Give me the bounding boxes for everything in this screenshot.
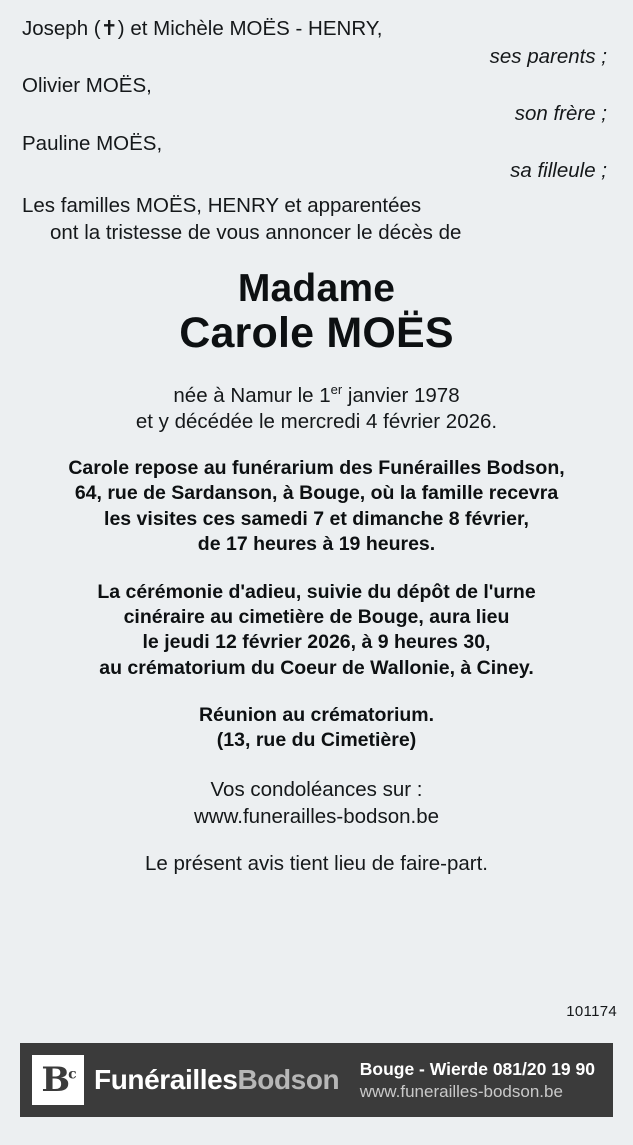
reunion-info (22, 703, 611, 754)
ceremony-line: le jeudi 12 février 2026, à 9 heures 30, (142, 631, 491, 654)
visitation-info (22, 456, 611, 557)
birth-death-dates (22, 383, 611, 436)
visitation-line: 64, rue de Sardanson, à Bouge, où la famille recevra (74, 482, 559, 505)
family-names: Joseph (✝) et Michèle MOËS - HENRY, (22, 17, 383, 40)
reunion-line: Réunion au crématorium. (198, 703, 435, 726)
locations: Bouge - Wierde (359, 1058, 488, 1079)
family-entry (22, 73, 611, 127)
visitation-line: Carole repose au funérarium des Funérailles Bodson, (68, 457, 565, 480)
ceremony-line: La cérémonie d'adieu, suivie du dépôt de l'urne (97, 580, 536, 603)
condolences-url[interactable]: www.funerailles-bodson.be (194, 804, 439, 828)
website-url[interactable]: www.funerailles-bodson.be (359, 1081, 563, 1101)
deceased-title: Madame (237, 266, 396, 310)
logo-superscript: c (68, 1066, 75, 1083)
birth-suffix: janvier 1978 (342, 383, 460, 407)
ceremony-line: au crématorium du Coeur de Wallonie, à Ciney. (99, 656, 534, 679)
brand-name-second: Bodson (237, 1064, 340, 1095)
visitation-line: les visites ces samedi 7 et dimanche 8 février, (104, 507, 529, 530)
reunion-line: (13, rue du Cimetière) (216, 729, 417, 752)
condolences-block (22, 776, 611, 830)
deceased-block (22, 268, 611, 357)
family-entry (22, 131, 611, 185)
family-names: Olivier MOËS, (22, 74, 152, 98)
families-announcement (22, 192, 611, 246)
deceased-name: Carole MOËS (179, 309, 454, 358)
brand-name-first: Funérailles (94, 1064, 238, 1095)
death-line: et y décédée le mercredi 4 février 2026. (135, 410, 498, 434)
ceremony-line: cinéraire au cimetière de Bouge, aura lieu (123, 605, 510, 628)
birth-prefix: née à Namur le 1 (173, 383, 331, 407)
obituary-card (8, 6, 625, 1026)
brand-name (94, 1064, 339, 1096)
family-entry (22, 16, 611, 70)
families-line-2: ont la tristesse de vous annoncer le décès de (50, 220, 462, 244)
visitation-line: de 17 heures à 19 heures. (197, 533, 436, 556)
final-note: Le présent avis tient lieu de faire-part. (145, 851, 488, 875)
logo-letter: B (41, 1060, 69, 1100)
reference-number: 101174 (566, 1003, 617, 1020)
phone-number: 081/20 19 90 (492, 1058, 595, 1079)
birth-ordinal-suffix: er (330, 382, 343, 398)
contact-line (360, 1059, 595, 1080)
bodson-logo-icon (32, 1055, 84, 1105)
family-relation: sa filleule ; (510, 159, 607, 183)
family-relation: son frère ; (514, 101, 607, 125)
birth-line (22, 383, 611, 410)
family-names: Pauline MOËS, (22, 131, 163, 155)
family-relation: ses parents ; (489, 44, 607, 68)
contact-info (360, 1059, 601, 1102)
condolences-label: Vos condoléances sur : (210, 777, 423, 801)
ceremony-info (22, 580, 611, 681)
families-line-1: Les familles MOËS, HENRY et apparentées (22, 193, 422, 217)
funeral-home-footer (20, 1043, 613, 1117)
